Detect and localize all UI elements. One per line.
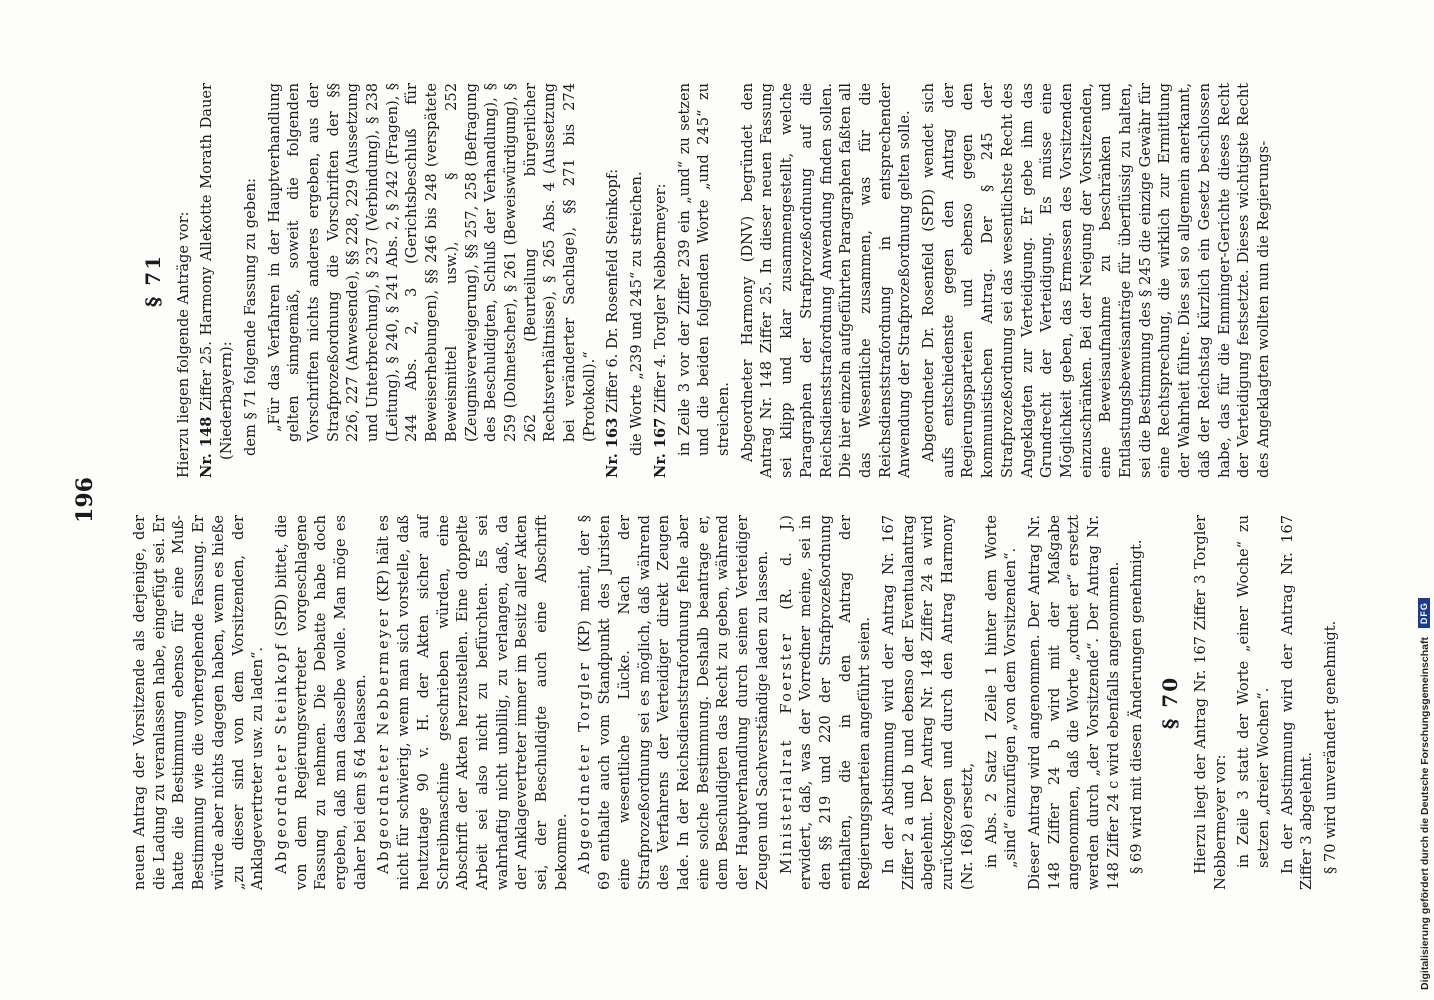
paragraph-text: (SPD) bittet, die von dem Regierungsvertreter vorgeschlagene Fassung zu nehmen. Die Debatte habe doch ergeben, daß man dasselbe wolle. Man möge es daher bei dem § 64 belassen. <box>272 514 369 890</box>
paragraph: Hierzu liegt der Antrag Nr. 167 Ziffer 3 Torgler Nebbermeyer vor: <box>1191 515 1229 890</box>
right-column <box>130 83 1278 478</box>
paragraph-text: (KP) meint, der § 69 enthalte auch vom Standpunkt des Juristen eine wesentliche Lücke. Nach der Strafprozeßordnung sei es möglich, daß während des Verfahrens der Verteidiger direkt Zeugen lade. In der Reichsdienststrafordnung fehle aber eine solche Bestimmung. Deshalb beantrage er, dem Beschuldigten das Recht zu geben, während der Hauptverhandlung durch seinen Verteidiger Zeugen und Sachverständige laden zu lassen. <box>576 515 771 890</box>
quoted-text: „Für das Verfahren in der Hauptverhandlung gelten sinngemäß, soweit die folgenden Vorschriften nichts anderes ergeben, aus der Strafprozeßordnung die Vorschriften der §§ 226, 227 (Anwesende), §§ 228, 229 (Aussetzung und Unterbrechung), § 237 (Verbindung), § 238 (Leitung), § 240, § 241 Abs. 2, § 242 (Fragen), § 244 Abs. 2, 3 (Gerichtsbeschluß für Beweiserhebungen), §§ 246 bis 248 (verspätete Beweismittel usw.), § 252 (Zeugnisverweigerung), §§ 257, 258 (Befragung des Beschuldigten, Schluß der Verhandlung), § 259 (Dolmetscher), § 261 (Beweiswürdigung), § 262 (Beurteilung bürgerlicher Rechtsverhältnisse), § 265 Abs. 4 (Aussetzung bei veränderter Sachlage), §§ 271 bis 274 (Protokoll).“ <box>265 83 598 442</box>
paragraph: § 70 wird unverändert genehmigt. <box>1322 620 1340 874</box>
dfg-logo: DFG <box>1418 598 1430 628</box>
motion-entry <box>603 83 623 478</box>
credit-text: Digitalisierung gefördert durch die Deutsche Forschungsgemeinschaft <box>1419 637 1431 990</box>
paragraph <box>777 515 876 890</box>
paragraph <box>374 515 571 890</box>
motion-entry <box>197 83 236 478</box>
motion-text: Ziffer 25. Harmony Allekotte Morath Dauer (Niederbayern): <box>198 82 236 460</box>
motion-number: Nr. 163 <box>604 417 622 478</box>
speaker-name: Abgeordneter Torgler <box>576 660 594 874</box>
paragraph-text: (R. d. J.) erwidert, daß, was der Vorredner meine, sei in den §§ 219 und 220 der Strafprozeßordnung enthalten, die in den Antrag der Regierungsparteien angeführt seien. <box>777 515 874 890</box>
paragraph: In der Abstimmung wird der Antrag Nr. 167 Ziffer 2 a und b und ebenso der Eventualantrag abgelehnt. Der Antrag Nr. 148 Ziffer 24 a wird zurückgezogen und durch den Antrag Harmony (Nr. 168) ersetzt, <box>880 515 976 890</box>
paragraph: In der Abstimmung wird der Antrag Nr. 167 Ziffer 3 abgelehnt. <box>1278 515 1316 890</box>
left-column <box>130 515 1345 890</box>
paragraph: § 69 wird mit diesen Änderungen genehmigt. <box>1128 539 1146 874</box>
paragraph: Abgeordneter Harmony (DNV) begründet den Antrag Nr. 148 Ziffer 25. In dieser neuen Fassung sei klipp und klar zusammengestellt, welche Paragraphen der Strafprozeßordnung auf die Reichsdienststrafordnung Anwendung finden sollen. Die hier einzeln aufgeführten Paragraphen faßten all das Wesentliche zusammen, was für die Reichsdienststrafordnung in entsprechender Anwendung der Strafprozeßordnung gelten solle. <box>738 83 914 478</box>
motion-text: Ziffer 4. Torgler Nebbermeyer: <box>651 183 669 414</box>
motion-number: Nr. 167 <box>651 417 669 478</box>
amendment-text: in Zeile 3 vor der Ziffer 239 ein „und“ zu setzen und die beiden folgenden Worte „und 245“ zu streichen. <box>675 83 732 456</box>
paragraph: Abgeordneter Dr. Rosenfeld (SPD) wendet sich aufs entschiedenste gegen den Antrag der Regierungsparteien und ebenso gegen den kommunistischen Antrag. Der § 245 der Strafprozeßordnung sei das wesentlichste Recht des Angeklagten zur Verteidigung. Er gebe ihm das Grundrecht der Verteidigung. Es müsse eine Möglichkeit geben, das Ermessen des Vorsitzenden einzuschränken. Bei der Neigung der Vorsitzenden, eine Beweisaufnahme zu beschränken und Entlastungsbeweisanträge für überflüssig zu halten, sei die Bestimmung des § 245 die einzige Gewähr für eine Rechtsprechung, die wirklich zur Ermittlung der Wahrheit führe. Dies sei so allgemein anerkannt, daß der Reichstag kürzlich ein Gesetz beschlossen habe, das für die Emminger-Gerichte dieses Recht der Verteidigung festsetzte. Dieses wichtigste Recht des Angeklagten wollten nun die Regierungs- <box>920 83 1272 478</box>
motion-entry <box>651 83 671 478</box>
paragraph: neuen Antrag der Vorsitzende als derjenige, der die Ladung zu veranlassen habe, eingefügt sei. Er hatte die Bestimmung ebenso für eine Muß-Bestimmung wie die vorhergehende Fassung. Er würde aber nichts dagegen haben, wenn es hieße „zu dieser sind von dem Vorsitzenden, der Anklagevertreter usw. zu laden“. <box>131 515 267 890</box>
motion-text: Ziffer 6. Dr. Rosenfeld Steinkopf: <box>604 168 622 414</box>
paragraph: Hierzu liegen folgende Anträge vor: <box>174 211 192 478</box>
amendment-text: die Worte „239 und 245“ zu streichen. <box>628 171 646 456</box>
section-heading: § 70 <box>1158 675 1183 730</box>
section-heading: § 71 <box>141 253 165 308</box>
amendment-text: in Abs. 2 Satz 1 Zeile 1 hinter dem Worte „sind“ einzufügen „von dem Vorsitzenden“. <box>982 515 1020 868</box>
motion-number: Nr. 148 <box>198 416 216 478</box>
speaker-name: Ministerialrat Foerster <box>777 631 795 874</box>
paragraph-text: (KP) hält es nicht für schwierig, wenn man sich vorstelle, daß heutzutage 90 v. H. der Akten sicher auf Schreibmaschine geschrieben würden, eine Abschrift der Akten herzustellen. Eine doppelte Arbeit sei also nicht zu befürchten. Es sei wahrhaftig nicht unbillig, zu verlangen, daß, da der Anklagevertreter immer im Besitz aller Akten sei, der Beschuldigte auch eine Abschrift bekomme. <box>375 515 570 890</box>
amendment-text: in Zeile 3 statt der Worte „einer Woche“ zu setzen „dreier Wochen“. <box>1235 515 1272 868</box>
amendment-text: dem § 71 folgende Fassung zu geben: <box>241 177 259 456</box>
paragraph <box>575 515 772 890</box>
paragraph <box>272 515 371 890</box>
page-number: 196 <box>72 477 98 523</box>
speaker-name: Abgeordneter Nebbermeyer <box>375 606 393 874</box>
digitization-credit <box>1418 0 1434 990</box>
paragraph: Dieser Antrag wird angenommen. Der Antrag Nr. 148 Ziffer 24 b wird mit der Maßgabe angenommen, daß die Worte „ordnet er“ ersetzt werden durch „der Vorsitzende“. Der Antrag Nr. 148 Ziffer 24 c wird ebenfalls angenommen. <box>1025 515 1122 890</box>
speaker-name: Abgeordneter Steinkopf <box>272 642 290 874</box>
